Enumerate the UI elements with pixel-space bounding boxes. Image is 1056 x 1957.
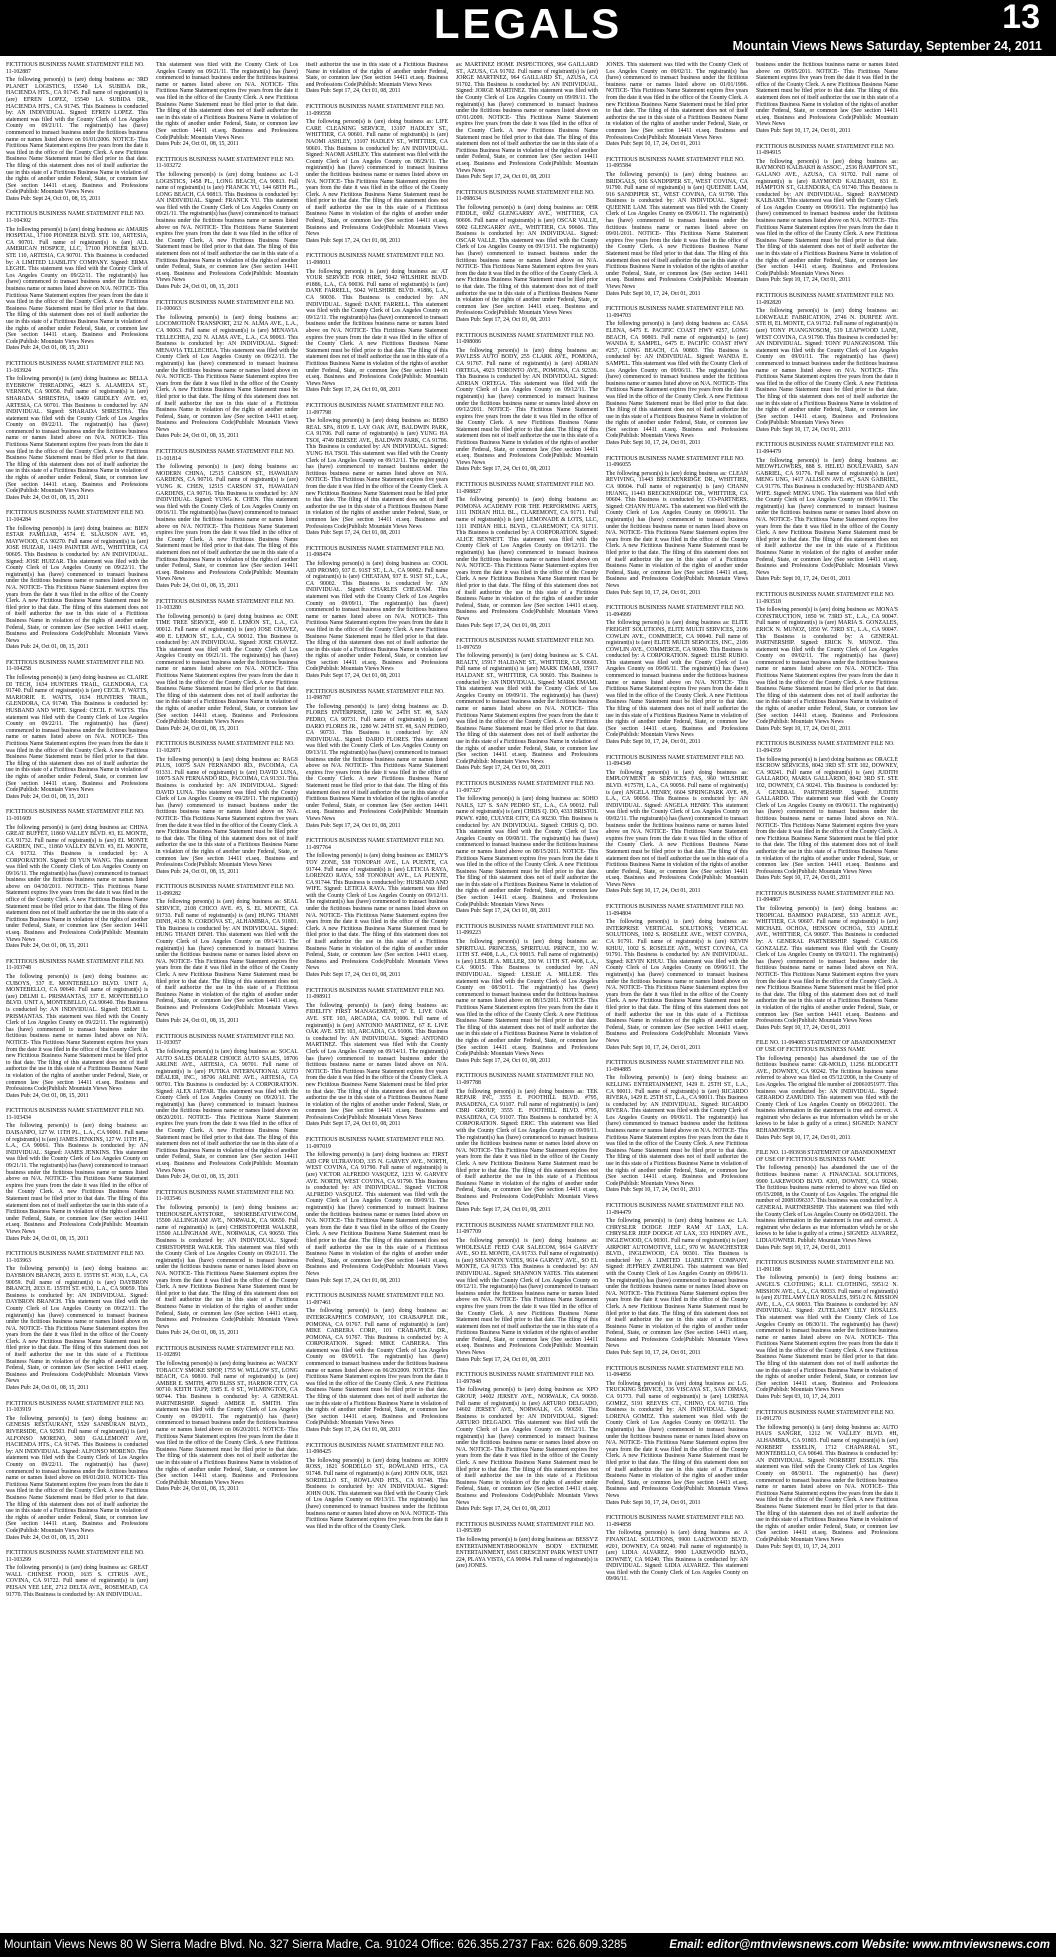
notice-title: FICTITIOUS BUSINESS NAME STATEMENT FILE NO. 11-097798 [306,402,445,416]
legal-notice [756,592,898,732]
notice-body: The following person(s) is (are) doing business as: POMONA ACADEMY FOR THE PERFORMING ARTS, 1111 INDIAN HILL BL., CLAREMONT, CA 91711. Full name of registrant(s) is (are) LEMONADE & LOTS, LLC, 1111 INDIAN HILL BLVD., CLAREMONT, CA 91711. This Business is conducted by: A CORPORATION. Signed: ALICE BENNETT. This statement was filed with the County Clerk of Los Angeles County on 09/12/11. The registrant(s) has (have) commenced to transact business under the fictitious business name or names listed above on N/A. NOTICE- This Fictitious Name Statement expires five years from the date it was filed in the office of the County Clerk. A new Fictitious Business Name Statement must be filed prior to that date. The filing of this statement does not of itself authorize the use in this state of a Fictitious Business Name in violation of the rights of another under Federal, State, or common law (See section 14411 et.seq. Business and Professions Code)Publish: Mountain Views News [456,497,598,622]
notice-body: The following person(s) is (are) doing business as: DAYBRON BRANCH, 2033 E. 155TH ST. #130, L.A., CA 90059. Full name of registrant(s) is (are) DAYBRON BRANCH, 2033 E. 155TH ST. #130, L.A., CA 90059. This Business is conducted by: AN INDIVIDUAL. Signed: DAYBRON BRANCH. This statement was filed with the County Clerk of Los Angeles County on 09/22/11. The registrant(s) has (have) commenced to transact business under the fictitious business name or names listed above on N/A. NOTICE- This Fictitious Name Statement expires five years from the date it was filed in the office of the County Clerk. A new Fictitious Business Name Statement must be filed prior to that date. The filing of this statement does not of itself authorize the use in this state of a Fictitious Business Name in violation of the rights of another under Federal, State, or common law (See section 14411 et.seq. Business and Professions Code)Publish: Mountain Views News [6,1266,148,1385]
notice-body: The following person(s) is (are) doing business as: BRIDGALS, 916 SANDPIPER ST., WEST COVINA, CA 91790. Full name of registrant(s) is (are) QUEENIE LAM, 916 SANDPIPER ST., WEST COVINA, CA 91790. This Business is conducted by: AN INDIVIDUAL. Signed: QUEENIE LAM. This statement was filed with the County Clerk of Los Angeles County on 09/06/11. The registrant(s) has (have) commenced to transact business under the fictitious business name or names listed above on 09/01/2011. NOTICE- This Fictitious Name Statement expires five years from the date it was filed in the office of the County Clerk. A new Fictitious Business Name Statement must be filed prior to that date. The filing of this statement does not of itself authorize the use in this state of a Fictitious Business Name in violation of the rights of another under Federal, State, or common law (See section 14411 et.seq. Business and Professions Code)Publish: Mountain Views News [606,171,748,290]
notice-body: The following person(s) is (are) doing business as: MONA'S CONSTRUCTION, 1850 W. 73RD ST., L.A., CA 90047. Full name of registrant(s) is (are) MARIA S. GONZALES, ERICK N. MUNOZ, 1850 W. 73RD ST., L.A., CA 90047. This Business is conducted by: A GENERAL PARTNERSHIP. Signed: ERICK N. MUNOZ. This statement was filed with the County Clerk of Los Angeles County on 09/02/11. The registrant(s) has (have) commenced to transact business under the fictitious business name or names listed above on N/A. NOTICE- This Fictitious Name Statement expires five years from the date it was filed in the office of the County Clerk. A new Fictitious Business Name Statement must be filed prior to that date. The filing of this statement does not of itself authorize the use in this state of a Fictitious Business Name in violation of the rights of another under Federal, State, or common law (See section 14411 et.seq. Business and Professions Code)Publish: Mountain Views News [756,607,898,726]
notice-pub-dates: Dates Pub: Sept 17, 24, Oct 01, 08, 2011 [456,466,551,473]
legal-notice [156,884,298,1024]
notice-pub-dates: Dates Pub: Sept 17, 24, Oct 01, 08, 2011 [306,1277,401,1284]
footer-contact: Mountain Views News 80 W Sierra Madre Blvd. No. 327 Sierra Madre, Ca. 91024 Office: 626.355.2737 Fax: 626.609.3285 [4,1939,627,1951]
notice-title: FICTITIOUS BUSINESS NAME STATEMENT FILE NO. 11-103924 [6,360,145,374]
notice-body: The following person(s) is (are) doing business as: WACKY TOBACCY SMOKE SHOP, 1755 W. WILLOW ST., LONG BEACH, CA 90810. Full name of registrant(s) is (are) AMBER E. SMITH, 4070 BLISS ST., HARBOR CITY, CA 90710. KEITH TAPP, 1585 E. 0 ST., WILMINGTON, CA 90744. This Business is conducted by: A GENERAL PARTNERSHIP. Signed: AMBER E. SMITH. This statement was filed with the County Clerk of Los Angeles County on 09/20/11. The registrant(s) has (have) commenced to transact business under the fictitious business name or names listed above on 06/20/2011. NOTICE- This Fictitious Name Statement expires five years from the date it was filed in the office of the County Clerk. A new Fictitious Business Name Statement must be filed prior to that date. The filing of this statement does not of itself authorize the use in this state of a Fictitious Business Name in violation of the rights of another under Federal, State, or common law (See section 14411 et.seq. Business and Professions Code)Publish: Mountain Views News [156,1361,298,1486]
notice-title: FICTITIOUS BUSINESS NAME STATEMENT FILE NO. 11-091188 [756,1260,895,1273]
column-3 [306,62,448,1930]
notice-title: FICTITIOUS BUSINESS NAME STATEMENT FILE NO. 11-103748 [6,958,145,972]
notice-body: This statement was filed with the County Clerk of Los Angeles County on 09/21/11. The registrant(s) has (have) commenced to transact business under the fictitious business name or names listed above on N/A. NOTICE- This Fictitious Name Statement expires five years from the date it was filed in the office of the County Clerk. A new Fictitious Business Name Statement must be filed prior to that date. The filing of this statement does not of itself authorize the use in this state of a Fictitious Business Name in violation of the rights of another under Federal, State, or common law (See section 14411 et.seq. Business and Professions Code)Publish: Mountain Views News [156,62,298,141]
notice-title: FICTITIOUS BUSINESS NAME STATEMENT FILE NO. 11-098425 [306,1442,445,1456]
legal-notice [606,755,748,895]
notice-pub-dates: Dates Pub: Sept 17, 24, Oct 01, 08, 2011 [456,908,551,915]
notice-title: FICTITIOUS BUSINESS NAME STATEMENT FILE NO. 11-097788 [456,1073,595,1086]
notice-title: FICTITIOUS BUSINESS NAME STATEMENT FILE NO. 11-097019 [306,1137,445,1150]
notice-pub-dates: Dates Pub: 24, Oct 01, 08, 15, 2011 [156,1330,239,1337]
legal-notice [156,741,298,875]
notice-title: FICTITIOUS BUSINESS NAME STATEMENT FILE NO. 11-103280 [156,598,295,612]
notice-title: FICTITIOUS BUSINESS NAME STATEMENT FILE NO. 11-094856 [606,1365,745,1379]
notice-body: The following person(s) is (are) doing business as: MEOWFLOWERS, 888 S. HELEU BOULEVARD, SAN GABRIEL, CA 91776. Full name of registrant(s) is (are) MENG UNG, 1417 ALLISON AVE. #C, SAN GABRIEL, CA 91776. This Business is conducted by: HUSBAND AND WIFE. Signed: MENG UNG. This statement was filed with the County Clerk of Los Angeles County on 09/06/11. The registrant(s) has (have) commenced to transact business under the fictitious business name or names listed above on N/A. NOTICE- This Fictitious Name Statement expires five years from the date it was filed in the office of the County Clerk. A new Fictitious Business Name Statement must be filed prior to that date. The filing of this statement does not of itself authorize the use in this state of a Fictitious Business Name in violation of the rights of another under Federal, State, or common law (See section 14411 et.seq. Business and Professions Code)Publish: Mountain Views News [756,457,898,576]
legal-notice [756,144,898,284]
footer-email-website: Email: editor@mtnviewsnews.com Website: www.mtnviewsnews.com [669,1939,1050,1951]
legal-notice [756,1040,898,1141]
column-2 [156,62,298,1930]
legal-notice [6,62,148,202]
legal-notice [306,1137,448,1284]
legal-notice [606,62,748,148]
notice-title: FICTITIOUS BUSINESS NAME STATEMENT FILE NO. 11-094858 [606,1515,745,1528]
legal-notice [606,456,748,596]
notice-title: FICTITIOUS BUSINESS NAME STATEMENT FILE NO. 11-098011 [306,253,445,267]
notice-pub-dates: Dates Pub: Sept 17, 24, Oct 01, 08, 2011 [456,174,551,181]
notice-pub-dates: Dates Pub: Sept 10, 17, 24, Oct 01, 2011 [606,290,701,297]
legal-notice [156,157,298,291]
notice-pub-dates: Dates Pub: 24, Oct 01, 08, 15, 2011 [6,1235,89,1242]
legal-notice [756,891,898,1031]
notice-pub-dates: Dates Pub: Sept 10, 17, 24, Oct 01, 2011 [756,875,851,882]
legal-notice [6,959,148,1099]
notice-title: FICTITIOUS BUSINESS NAME STATEMENT FILE NO. 11-097461 [306,1293,445,1306]
legal-notice [756,1410,898,1550]
notice-title: FICTITIOUS BUSINESS NAME STATEMENT FILE NO. 11-092820 [756,293,895,306]
legal-notice [6,660,148,800]
notice-title: FICTITIOUS BUSINESS NAME STATEMENT FILE NO. 11-094915 [756,143,895,157]
notice-body: The following person(s) is (are) doing business as: AUTO HAUS SANGRE, 1212 W. VALLEY BLVD. #H, ALHAMBRA, CA 91803. Full name of registrant(s) is (are) NORBERT ESSELIN, 1712 CHAPARRAL ST., MONTEBELLO, CA 90640. This Business is conducted by: AN INDIVIDUAL. Signed: NORBERT ESSELIN. This statement was filed with the County Clerk of Los Angeles County on 08/30/11. The registrant(s) has (have) commenced to transact business under the fictitious business name or names listed above on N/A. NOTICE- This Fictitious Name Statement expires five years from the date it was filed in the office of the County Clerk. A new Fictitious Business Name Statement must be filed prior to that date. The filing of this statement does not of itself authorize the use in this state of a Fictitious Business Name in violation of the rights of another under Federal, State, or common law (See section 14411 et.seq. Business and Professions Code)Publish: Mountain Views News [756,1424,898,1543]
column-7 [906,62,1048,1930]
notice-title: FICTITIOUS BUSINESS NAME STATEMENT FILE NO. 11-103963 [6,1251,145,1264]
notice-body: The following person(s) is (are) doing business as: INTERPRISE VERTICAL SOLUTIONS; VERTICAL SOLUTIONS, 1002 S. ROSELEE AVE., WEST COVINA, CA 91791. Full name of registrant(s) is (are) KEVIN KHUU, 1002 S. ROSELEE AVE., WEST COVINA, CA 91791. This Business is conducted by: AN INDIVIDUAL. Signed: KEVIN KHUU. This statement was filed with the County Clerk of Los Angeles County on 09/06/11. The registrant(s) has (have) commenced to transact business under the fictitious business name or names listed above on N/A. NOTICE- This Fictitious Name Statement expires five years from the date it was filed in the office of the County Clerk. A new Fictitious Business Name Statement must be filed prior to that date. The filing of this statement does not of itself authorize the use in this state of a Fictitious Business Name in violation of the rights of another under Federal, State, or common law (See section 14411 et.seq. Business and Professions Code)Publish: Mountain Views News [606,919,748,1044]
notice-title: FICTITIOUS BUSINESS NAME STATEMENT FILE NO. 11-097659 [456,638,595,651]
notice-pub-dates: Dates Pub: Sept 10, 17, 24, Oct 01, 2011 [606,141,701,148]
notice-pub-dates: Dates Pub: 24, Oct 01, 08, 15, 2011 [6,1092,89,1099]
notice-body: itself authorize the use in this state of a Fictitious Business Name in violation of the rights of another under Federal, State, or common law (See section 14411 et.seq. Business and Professions Code)Publish: Mountain Views News [306,62,448,88]
notice-body: The following person(s) is (are) doing business as: XPO GROUP, 14602 JERSEY AVE., NORWALK, CA 90650. Full name of registrant(s) is (are) ARTURO DELGADO, 14602 JERSEY AVE., NORWALK, CA 90650. This Business is conducted by: AN INDIVIDUAL. Signed: ARTURO DELGADO. This statement was filed with the County Clerk of Los Angeles County on 09/12/11. The registrant(s) has (have) commenced to transact business under the fictitious business name or names listed above on N/A. NOTICE- This Fictitious Name Statement expires five years from the date it was filed in the office of the County Clerk. A new Fictitious Business Name Statement must be filed prior to that date. The filing of this statement does not of itself authorize the use in this state of a Fictitious Business Name in violation of the rights of another under Federal, State, or common law (See section 14411 et.seq. Business and Professions Code)Publish: Mountain Views News [456,1387,598,1506]
notice-body: The following person(s) has abandoned the use of the fictitious business name: A FINANCIAL SOLUTIONS, 9900 LAKEWOOD BLVD. #201, DOWNEY, CA 90240. The fictitious business name referred to above was filed on 05/15/2008, in the County of Los Angeles. The original file number of 20081096337. This business was conducted by: A GENERAL PARTNERSHIP. This statement was filed with the County Clerk of Los Angeles County on 09/02/2011. The business information in the statement is true and correct. A registrant who declares as true information which he or she knows to be false is guilty of a crime.) SIGNED: ALVAREZ, LIDIA/OWNER. Publish: Mountain Views News [756,1165,898,1244]
legal-notice [306,689,448,829]
notice-pub-dates: Dates Pub: Sept 10, 17, 24, Oct 01, 2011 [606,888,701,895]
legal-notice [756,1150,898,1251]
notice-body: The following person(s) is (are) doing business as: FIRST AID CPR ULTRAVIOD, 335 N. GARVEY AVE., NORTH, WEST COVINA, CA 91790. Full name of registrant(s) is (are) VICTOR ALFREDO VASQUEZ, 1233 W. GARVEY AVE. NORTH, WEST COVINA, CA 91790. This Business is conducted by: AN INDIVIDUAL. Signed: VICTOR ALFREDO VASQUEZ. This statement was filed with the County Clerk of Los Angeles County on 09/09/11. The registrant(s) has (have) commenced to transact business under the fictitious business name or names listed above on N/A. NOTICE- This Fictitious Name Statement expires five years from the date it was filed in the office of the County Clerk. A new Fictitious Business Name Statement must be filed prior to that date. The filing of this statement does not of itself authorize the use in this state of a Fictitious Business Name in violation of the rights of another under Federal, State, or common law (See section 14411 et.seq. Business and Professions Code)Publish: Mountain Views News [306,1152,448,1277]
notice-pub-dates: Dates Pub: 24, Oct 01, 08, 15, 2011 [156,1486,239,1493]
notice-body: business under the fictitious business name or names listed above on 09/05/2011. NOTICE- This Fictitious Name Statement expires five years from the date it was filed in the office of the County Clerk. A new Fictitious Business Name Statement must be filed prior to that date. The filing of this statement does not of itself authorize the use in this state of a Fictitious Business Name in violation of the rights of another under Federal, State, or common law (See section 14411 et.seq. Business and Professions Code)Publish: Mountain Views News [756,62,898,128]
notice-pub-dates: Dates Pub: Sept 17, 24, Oct 01, 08, 2011 [456,1207,551,1214]
legal-notice [606,605,748,745]
notice-body: The following person(s) is (are) doing business as: THEHOUSEPLANTSTORE, SHOREBEATVIEW.COM, 15500 ALLINGHAM AVE., NORWALK, CA 90650. Full name of registrant(s) is (are) CHRISTOPHER WALKER, 15500 ALLINGHAM AVE., NORWALK, CA 90650. This Business is conducted by: AN INDIVIDUAL. Signed: CHRISTOPHER WALKER. This statement was filed with the County Clerk of Los Angeles County on 09/21/11. The registrant(s) has (have) commenced to transact business under the fictitious business name or names listed above on N/A. NOTICE- This Fictitious Name Statement expires five years from the date it was filed in the office of the County Clerk. A new Fictitious Business Name Statement must be filed prior to that date. The filing of this statement does not of itself authorize the use in this state of a Fictitious Business Name in violation of the rights of another under Federal, State, or common law (See section 14411 et.seq. Business and Professions Code)Publish: Mountain Views News [156,1205,298,1330]
page-header [0,0,1056,56]
notice-body: The following person(s) is (are) doing business as: AT YOUR SERVICE FOR HIRE, 5042 WILSHIRE BLVD. #1886, L.A., CA 90036. Full name of registrant(s) is (are) DANE FARRELL, 5042 WILSHIRE BLVD. #1886, L.A., CA 90036. This Business is conducted by: AN INDIVIDUAL. Signed: DANE FARRELL. This statement was filed with the County Clerk of Los Angeles County on 09/12/11. The registrant(s) has (have) commenced to transact business under the fictitious business name or names listed above on N/A. NOTICE- This Fictitious Name Statement expires five years from the date it was filed in the office of the County Clerk. A new Fictitious Business Name Statement must be filed prior to that date. The filing of this statement does not of itself authorize the use in this state of a Fictitious Business Name in violation of the rights of another under Federal, State, or common law (See section 14411 et.seq. Business and Professions Code)Publish: Mountain Views News [306,268,448,387]
legal-notice [456,1372,598,1512]
legal-notice [456,333,598,473]
notice-title: FICTITIOUS BUSINESS NAME STATEMENT FILE NO. 11-099282 [156,884,295,897]
notice-body: The following person(s) is (are) doing business as: L.G. TRUCKING SERVICE, 336 VISCAYA ST., SAN DIMAS, CA 91773. Full name of registrant(s) is (are) LORENA GOMEZ, 5191 REEVES CT., CHINO, CA 91710. This Business is conducted by: AN INDIVIDUAL. Signed: LORENA GOMEZ. This statement was filed with the County Clerk of Los Angeles County on 09/02/11. The registrant(s) has (have) commenced to transact business under the fictitious business name or names listed above on N/A. NOTICE- This Fictitious Name Statement expires five years from the date it was filed in the office of the County Clerk. A new Fictitious Business Name Statement must be filed prior to that date. The filing of this statement does not of itself authorize the use in this state of a Fictitious Business Name in violation of the rights of another under Federal, State, or common law (See section 14411 et.seq. Business and Professions Code)Publish: Mountain Views News [606,1380,748,1499]
notice-body: The following person(s) is (are) doing business as: GREAT WALL CHINESE FOOD, 1635 S. CITRUS AVE., COVINA, CA 91722. Full name of registrant(s) is (are) PEISAN YEE LEE, 2712 DELTA AVE., ROSEMEAD, CA 91770. This Business is conducted by: AN INDIVIDUAL. [6,1565,148,1598]
notice-pub-dates: Dates Pub: Sept 17, 24, Oct 01, 08, 2011 [306,822,401,829]
notice-body: The following person(s) is (are) doing business as: LIFE CARE CLEANING SERVICE, 13107 HADLEY ST., WHITTIER, CA 90601. Full name of registrant(s) is (are) NAOMI ASHLEY, 13107 HADLEY ST., WHITTIER, CA 90601. This Business is conducted by: AN INDIVIDUAL. Signed: NAOMI ASHLEY. This statement was filed with the County Clerk of Los Angeles County on 08/29/11. The registrant(s) has (have) commenced to transact business under the fictitious business name or names listed above on N/A. NOTICE- This Fictitious Name Statement expires five years from the date it was filed in the office of the County Clerk. A new Fictitious Business Name Statement must be filed prior to that date. The filing of this statement does not of itself authorize the use in this state of a Fictitious Business Name in violation of the rights of another under Federal, State, or common law (See section 14411 et.seq. Business and Professions Code)Publish: Mountain Views News [306,119,448,238]
notice-body: The following person(s) is (are) doing business as: JOHN ROSS, 1821 SORDELLO ST., ROWLAND HTS., CA 91748. Full name of registrant(s) is (are) JOHN OUK, 1821 SORDELLO ST., ROWLAND HTS., CA 91748. This Business is conducted by: AN INDIVIDUAL. Signed: JOHN OUK. This statement was filed with the County Clerk of Los Angeles County on 09/13/11. The registrant(s) has (have) commenced to transact business under the fictitious business name or names listed above on N/A. NOTICE- This Fictitious Name Statement expires five years from the date it was filed in the office of the County Clerk. [306,1457,448,1530]
notice-body: The following person(s) is (are) doing business as: KELLING ENTERTAINMENT, 1429 E. 25TH ST., L.A., CA 90011. Full name of registrant(s) is (are) RICARDO RIVERA, 1429 E. 25TH ST., L.A., CA 90011. This Business is conducted by: AN INDIVIDUAL. Signed: RICARDO RIVERA. This statement was filed with the County Clerk of Los Angeles County on 09/06/11. The registrant(s) has (have) commenced to transact business under the fictitious business name or names listed above on N/A. NOTICE- This Fictitious Name Statement expires five years from the date it was filed in the office of the County Clerk. A new Fictitious Business Name Statement must be filed prior to that date. The filing of this statement does not of itself authorize the use in this state of a Fictitious Business Name in violation of the rights of another under Federal, State, or common law (See section 14411 et.seq. Business and Professions Code)Publish: Mountain Views News [606,1075,748,1187]
legal-notice [456,62,598,181]
notice-pub-dates: Dates Pub: 24, Oct 01, 08, 15, 2011 [156,582,239,589]
notice-pub-dates: Dates Pub: Sept 03, 10, 17, 24, 2011 [756,1394,841,1401]
notice-pub-dates: Dates Pub: 24, Oct 01, 08, 15, 2011 [6,494,89,501]
notice-body: The following person(s) is (are) doing business as: A FINANCIAL SOLUTIONS, 9900 LAKEWOOD BLVD. #201, DOWNEY, CA 90240. Full name of registrant(s) is (are) LIDIA ALVAREZ, 9900 LAKEWOOD BLVD., DOWNEY, CA 90240. This Business is conducted by: AN INDIVIDUAL. Signed: LIDIA ALVAREZ. This statement was filed with the County Clerk of Los Angeles County on 09/06/11. [606,1530,748,1583]
legal-notice [606,904,748,1051]
notice-body: The following person(s) is (are) doing business as: 3RD PLANET LOGISTICS, 15540 LA SUBIDA DR., HACIENDA HTS., CA 91745. Full name of registrant(s) is (are) EFREN LOPEZ, 15540 LA SUBIDA DR., HACIENDA HTS., CA 91745. This Business is conducted by: AN INDIVIDUAL. Signed: EFREN LOPEZ. This statement was filed with the County Clerk of Los Angeles County on 09/21/11. The registrant(s) has (have) commenced to transact business under the fictitious business name or names listed above on 01/01/2006. NOTICE- This Fictitious Name Statement expires five years from the date it was filed in the office of the County Clerk. A new Fictitious Business Name Statement must be filed prior to that date. The filing of this statement does not of itself authorize the use in this state of a Fictitious Business Name in violation of the rights of another under Federal, State, or common law (See section 14411 et.seq. Business and Professions Code)Publish: Mountain Views News [6,77,148,196]
legal-notice [606,1203,748,1357]
legal-notice [606,1366,748,1506]
legal-notice [456,638,598,772]
notice-body: The following person(s) is (are) doing business as: L-3 LOGISTICS, 1458 PL., LONG BEACH, CA 90813. Full name of registrant(s) is (are) FRANCK YU, 144 68TH PL., LONG BEACH, CA 90813. This Business is conducted by: AN INDIVIDUAL. Signed: FRANCK YU. This statement was filed with the County Clerk of Los Angeles County on 09/21/11. The registrant(s) has (have) commenced to transact business under the fictitious business name or names listed above on N/A. NOTICE- This Fictitious Name Statement expires five years from the date it was filed in the office of the County Clerk. A new Fictitious Business Name Statement must be filed prior to that date. The filing of this statement does not of itself authorize the use in this state of a Fictitious Business Name in violation of the rights of another under Federal, State, or common law (See section 14411 et.seq. Business and Professions Code)Publish: Mountain Views News [156,171,298,284]
legal-notice [756,62,898,135]
legal-notice [156,1190,298,1337]
notice-body: The following person(s) is (are) doing business as: GENESIS RESTAURANT, 5529 SANBURAN BLVD., RIVERSIDE, CA 92503. Full name of registrant(s) is (are) ALFONSO MORENO, 3003 GALLEMONT AVE, HACIENDA HTS., CA 91745. This Business is conducted by: AN INDIVIDUAL. Signed: ALFONSO MORENO. This statement was filed with the County Clerk of Los Angeles County on 09/22/11. The registrant(s) has (have) commenced to transact business under the fictitious business name or names listed above on 09/01/2010. NOTICE- This Fictitious Name Statement expires five years from the date it was filed in the office of the County Clerk. A new Fictitious Business Name Statement must be filed prior to that date. The filing of this statement does not of itself authorize the use in this state of a Fictitious Business Name in violation of the rights of another under Federal, State, or common law (See section 14411 et.seq. Business and Professions Code)Publish: Mountain Views News [6,1415,148,1534]
notice-body: The following person(s) is (are) doing business as: BEBO REAL SPA, 8109 E. LAY OAK AVE, BALDWIN PARK, CA 91706. Full name of registrant(s) is (are) YUNG HA TSOI, 4749 BRESEE AVE., BALDWIN PARK, CA 91706. This Business is conducted by: AN INDIVIDUAL. Signed: YUNG HA TSOI. This statement was filed with the County Clerk of Los Angeles County on 09/12/11. The registrant(s) has (have) commenced to transact business under the fictitious business name or names listed above on N/A. NOTICE- This Fictitious Name Statement expires five years from the date it was filed in the office of the County Clerk. A new Fictitious Business Name Statement must be filed prior to that date. The filing of this statement does not of itself authorize the use in this state of a Fictitious Business Name in violation of the rights of another under Federal, State, or common law (See section 14411 et.seq. Business and Professions Code)Publish: Mountain Views News [306,418,448,530]
notice-pub-dates: Dates Pub: Sept 17, 24, Oct 01, 08, 2011 [456,1506,551,1513]
notice-body: The following person(s) has abandoned the use of the fictitious business name: GR-MOLD, 11256 BLODGETT AVE., DOWNEY, CA 90242. The fictitious business name referred to above was filed on 05/12/2006, in the County of Los Angeles. The original file number of 20061051977. This business was conducted by: AN INDIVIDUAL. Signed: GERARDO ZAMUDIO. This statement was filed with the County Clerk of Los Angeles County on 09/02/2011. The business information in the statement is true and correct. A registrant who declares as true information which he or she knows to be false is guilty of a crime.) SIGNED: NANCY REHAMOWER. [756,1055,898,1135]
notice-title: FICTITIOUS BUSINESS NAME STATEMENT FILE NO. 11-098787 [306,688,445,702]
notice-pub-dates: Dates Pub: Sept 17, 24, Oct 01, 08, 2011 [456,1057,551,1064]
notice-body: The following person(s) is (are) doing business as: BELLA EYEBROW THREADING, 4823 S. ALAMEDA ST., VERNON, CA 90058. Full name of registrant(s) is (are) SHARADA SHRESTHA, 18409 GRIDLEY AVE. #3, ARTESIA, CA 90701. This Business is conducted by: AN INDIVIDUAL. Signed: SHARADA SHRESTHA. This statement was filed with the County Clerk of Los Angeles County on 09/22/11. The registrant(s) has (have) commenced to transact business under the fictitious business name or names listed above on N/A. NOTICE- This Fictitious Name Statement expires five years from the date it was filed in the office of the County Clerk. A new Fictitious Business Name Statement must be filed prior to that date. The filing of this statement does not of itself authorize the use in this state of a Fictitious Business Name in violation of the rights of another under Federal, State, or common law (See section 14411 et.seq. Business and Professions Code)Publish: Mountain Views News [6,376,148,495]
notice-pub-dates: Dates Pub: Sept 24, Oct 01, 08, 15, 2011 [6,195,101,202]
notice-pub-dates: Dates Pub: Sept 17, 24, Oct 01, 08, 2011 [306,237,401,244]
notice-body: The following person(s) is (are) doing business as: ORACLE ESCROW SERVICES, 8042 3RD ST. STE 102, DOWNEY, CA 90241. Full name of registrant(s) is (are) JUDITH GALLARDO, MARIA GALLARDO, 8042 3RD ST. STE 102, DOWNEY, CA 90241. This Business is conducted by: A GENERAL PARTNERSHIP. Signed: JUDITH GALLARDO. This statement was filed with the County Clerk of Los Angeles County on 09/06/11. The registrant(s) has (have) commenced to transact business under the fictitious business name or names listed above on N/A. NOTICE- This Fictitious Name Statement expires five years from the date it was filed in the office of the County Clerk. A new Fictitious Business Name Statement must be filed prior to that date. The filing of this statement does not of itself authorize the use in this state of a Fictitious Business Name in violation of the rights of another under Federal, State, or common law (See section 14411 et.seq. Business and Professions Code)Publish: Mountain Views News [756,756,898,875]
legal-notice [6,1401,148,1541]
legal-notice [156,1034,298,1181]
notice-pub-dates: Dates Pub: Sept 10, 17, 24, Oct 01, 2011 [606,1350,701,1357]
page-footer [0,1933,1056,1957]
legal-notice [306,62,448,95]
notice-pub-dates: Dates Pub: Sept 10, 17, 24, Oct 01, 2011 [606,1044,701,1051]
column-6 [756,62,898,1930]
notice-pub-dates: Dates Pub: Sept 10, 17, 24, Oct 01, 2011 [606,739,701,745]
notice-title: FICTITIOUS BUSINESS NAME STATEMENT FILE NO. 11-098911 [306,987,445,1001]
notice-pub-dates: Dates Pub: Sept 17, 24, Oct 01, 08, 2011 [306,1427,401,1433]
notice-title: FICTITIOUS BUSINESS NAME STATEMENT FILE NO. 11-102887 [6,62,145,75]
notice-title: FICTITIOUS BUSINESS NAME STATEMENT FILE NO. 11-102871 [156,741,295,754]
notice-body: The following person(s) is (are) doing business as: EMPLOYMENT & SERVICES FAS, 960 WILSHIRE BLVD. #1757H, L.A., CA 90056. Full name of registrant(s) is (are) ANGELA HENRY, 6604 SPRINGPARK AVE. #8, L.A., CA 90056. This Business is conducted by: AN INDIVIDUAL. Signed: ANGELA HENRY. This statement was filed with the County Clerk of Los Angeles County on 09/02/11. The registrant(s) has (have) commenced to transact business under the fictitious business name or names listed above on N/A. NOTICE- This Fictitious Name Statement expires five years from the date it was filed in the office of the County Clerk. A new Fictitious Business Name Statement must be filed prior to that date. The filing of this statement does not of itself authorize the use in this state of a Fictitious Business Name in violation of the rights of another under Federal, State, or common law (See section 14411 et.seq. Business and Professions Code)Publish: Mountain Views News [606,769,748,888]
notice-title: FILE NO. 11-093938 STATEMENT OF ABANDONMENT OF USE OF FICTITIOUS BUSINESS NAME [756,1150,896,1163]
legal-notice [6,1251,148,1391]
notice-pub-dates: Dates Pub: Sept 17, 24, Oct 01, 08, 2011 [306,1121,401,1128]
notice-body: The following person(s) is (are) doing business as: RAYMOND KALBAKH & ASSOC., 2536 HAMPTON ST., GALANO AVE., AZUSA, CA 91702. Full name of registrant(s) is (are) RAYMOND KALBAKH, 831 E. HAMPTON ST., GLENDORA, CA 91740. This Business is conducted by: AN INDIVIDUAL. Signed: RAYMOND KALBAKH. This statement was filed with the County Clerk of Los Angeles County on 09/06/11. The registrant(s) has (have) commenced to transact business under the fictitious business name or names listed above on N/A. NOTICE- This Fictitious Name Statement expires five years from the date it was filed in the office of the County Clerk. A new Fictitious Business Name Statement must be filed prior to that date. The filing of this statement does not of itself authorize the use in this state of a Fictitious Business Name in violation of the rights of another under Federal, State, or common law (See section 14411 et.seq. Business and Professions Code)Publish: Mountain Views News [756,158,898,277]
notice-body: The following person(s) is (are) doing business as: S. CAL REALTY, 15917 HALDANE ST., WHITTIER, CA 90603. Full name of registrant(s) is (are) MARK EMAMI, 15917 HALDANE ST., WHITTIER, CA 90603. This Business is conducted by: AN INDIVIDUAL. Signed: MARK EMAMI. This statement was filed with the County Clerk of Los Angeles County on 09/09/11. The registrant(s) has (have) commenced to transact business under the fictitious business name or names listed above on N/A. NOTICE- This Fictitious Name Statement expires five years from the date it was filed in the office of the County Clerk. A new Fictitious Business Name Statement must be filed prior to that date. The filing of this statement does not of itself authorize the use in this state of a Fictitious Business Name in violation of the rights of another under Federal, State, or common law (See section 14411 et.seq. Business and Professions Code)Publish: Mountain Views News [456,653,598,765]
legal-notice [756,442,898,582]
notice-pub-dates: Dates Pub: 24, Oct 01, 08, 15, 2011 [156,1018,239,1025]
notice-pub-dates: Dates Pub: Sept 10, 17, 24, Oct 01, 2011 [756,1134,851,1141]
legal-notice [306,838,448,978]
notice-pub-dates: Dates Pub: Sept 10, 17, 24, Oct 01, 2011 [606,440,701,447]
notice-pub-dates: Dates Pub: 24, Oct 01, 08, 15, 2011 [6,793,89,800]
notice-pub-dates: Dates Pub: Sept 10, 17, 24, Oct 01, 2011 [756,725,851,732]
legal-notice [6,1550,148,1598]
notice-title: FICTITIOUS BUSINESS NAME STATEMENT FILE NO. 11-104302 [6,211,145,225]
notice-body: The following person(s) is (are) doing business as: SEAL SERVICE, 2108 CHICO AVE. #3, S. EL MONTE, CA 91733. Full name of registrant(s) is (are) HUNG THANH DINH, 4138 N. CORDOVA ST., ALHAMBRA, CA 91801. This Business is conducted by: AN INDIVIDUAL. Signed: HUNG THANH DINH. This statement was filed with the County Clerk of Los Angeles County on 09/14/11. The registrant(s) has (have) commenced to transact business under the fictitious business name or names listed above on N/A. NOTICE- This Fictitious Name Statement expires five years from the date it was filed in the office of the County Clerk. A new Fictitious Business Name Statement must be filed prior to that date. The filing of this statement does not of itself authorize the use in this state of a Fictitious Business Name in violation of the rights of another under Federal, State, or common law (See section 14411 et.seq. Business and Professions Code)Publish: Mountain Views News [156,899,298,1018]
notice-title: FICTITIOUS BUSINESS NAME STATEMENT FILE NO. 11-102891 [156,1345,295,1359]
notice-title: FICTITIOUS BUSINESS NAME STATEMENT FILE NO. 11-098474 [306,545,445,559]
legal-notice [306,253,448,393]
notice-body: The following person(s) is (are) doing business as: CHINA GREAT BUFFET, 11860 VALLEY BLVD. #3, EL MONTE, CA 91732. Full name of registrant(s) is (are) EL MONTE GARDEN, INC., 11860 VALLEY BLVD. #3, EL MONTE, CA 91732. This Business is conducted by: A CORPORATION. Signed: DI YUN WANG. This statement was filed with the County Clerk of Los Angeles County on 09/16/11. The registrant(s) has (have) commenced to transact business under the fictitious business name or names listed above on 04/30/2011. NOTICE- This Fictitious Name Statement expires five years from the date it was filed in the office of the County Clerk. A new Fictitious Business Name Statement must be filed prior to that date. The filing of this statement does not of itself authorize the use in this state of a Fictitious Business Name in violation of the rights of another under Federal, State, or common law (See section 14411 et.seq. Business and Professions Code)Publish: Mountain Views News [6,824,148,943]
publication-date-line: Mountain Views News Saturday, September 24, 2011 [732,39,1042,53]
notice-pub-dates: Dates Pub: 24, Oct 01, 08, 15, 2011 [6,1534,89,1541]
notice-title: FICTITIOUS BUSINESS NAME STATEMENT FILE NO. 11-094703 [606,306,745,319]
notice-title: FICTITIOUS BUSINESS NAME STATEMENT FILE NO. 11-094804 [606,904,745,917]
notice-pub-dates: Dates Pub: Sept 10, 17, 24, Oct 01, 2011 [756,1244,851,1251]
notice-pub-dates: Dates Pub: Sept 03, 10, 17, 24, 2011 [756,1543,841,1550]
notice-body: The following person(s) is (are) doing business as: SOCAL AUTO SALES DEALER CHOICE AUTO SALES, 18706 ARLINE AVE., ARTESIA, CA 90701. Full name of registrant(s) is (are) PUTIKA INTERNATIONAL AUTO DEALER, INC., 18706 ARLINE AVE., ARTESIA, CA 90701. This Business is conducted by: A CORPORATION. Signed: ALEX JAFFAR. This statement was filed with the County Clerk of Los Angeles County on 09/20/11. The registrant(s) has (have) commenced to transact business under the fictitious business name or names listed above on 08/20/2011. NOTICE- This Fictitious Name Statement expires five years from the date it was filed in the office of the County Clerk. A new Fictitious Business Name Statement must be filed prior to that date. The filing of this statement does not of itself authorize the use in this state of a Fictitious Business Name in violation of the rights of another under Federal, State, or common law (See section 14411 et.seq. Business and Professions Code)Publish: Mountain Views News [156,1048,298,1174]
legal-notice [456,924,598,1064]
legal-notice [306,104,448,244]
legal-notice [156,449,298,589]
notice-title: FICTITIOUS BUSINESS NAME STATEMENT FILE NO. 11-094479 [756,442,895,456]
notice-pub-dates: Dates Pub: Sept 10, 17, 24, Oct 01, 2011 [756,1024,851,1031]
notice-title: FICTITIOUS BUSINESS NAME STATEMENT FILE NO. 11-099223 [456,923,595,937]
notice-pub-dates: Dates Pub: Sept 17, 24, Oct 01, 08, 2011 [306,673,401,680]
notice-body: The following person(s) is (are) doing business as: L.A. CHRYSLER DODGE JEEP RAM AT LAX, L.A. CHRYSLER JEEP DODGE AT LAX, 333 HINDRY AVE., INGLEWOOD, CA 90301. Full name of registrant(s) is (are) AIRPORT AUTOMOTIVE, LLC, 970 W. MANCHESTER BLVD., INGLEWOOD, CA 90301. This Business is conducted by: A LIMITED LIABILITY COMPANY. Signed: JEFFREY ZWERLING. This statement was filed with the County Clerk of Los Angeles County on 09/06/11. The registrant(s) has (have) commenced to transact business under the fictitious business name or names listed above on N/A. NOTICE- This Fictitious Name Statement expires five years from the date it was filed in the office of the County Clerk. A new Fictitious Business Name Statement must be filed prior to that date. The filing of this statement does not of itself authorize the use in this state of a Fictitious Business Name in violation of the rights of another under Federal, State, or common law (See section 14411 et.seq. Business and Professions Code)Publish: Mountain Views News [606,1218,748,1350]
notice-body: The following person(s) is (are) doing business as: SOHO NAILS, 127 S. SAN PEDRO ST., L.A., CA 90012. Full name of registrant(s) is (are) CHRIS Q. DO, 4333 BRISTOL PKWY. #280, CULVER CITY, CA 90230. This Business is conducted by: AN INDIVIDUAL. Signed: CHRIS Q. DO. This statement was filed with the County Clerk of Los Angeles County on 09/08/11. The registrant(s) has (have) commenced to transact business under the fictitious business name or names listed above on 08/15/2011. NOTICE- This Fictitious Name Statement expires five years from the date it was filed in the office of the County Clerk. A new Fictitious Business Name Statement must be filed prior to that date. The filing of this statement does not of itself authorize the use in this state of a Fictitious Business Name in violation of the rights of another under Federal, State, or common law (See section 14411 et.seq. Business and Professions Code)Publish: Mountain Views News [456,796,598,908]
notice-body: The following person(s) is (are) doing business as: LOCOMOTION TRANSPORT, 232 N. ALMA AVE., L.A., CA 90063. Full name of registrant(s) is (are) MENAVIA TELLECHEA, 232 N. ALMA AVE., L.A., CA 90063. This Business is conducted by: AN INDIVIDUAL. Signed: MENAVIA TELLECHEA. This statement was filed with the County Clerk of Los Angeles County on 09/22/11. The registrant(s) has (have) commenced to transact business under the fictitious business name or names listed above on N/A. NOTICE- This Fictitious Name Statement expires five years from the date it was filed in the office of the County Clerk. A new Fictitious Business Name Statement must be filed prior to that date. The filing of this statement does not of itself authorize the use in this state of a Fictitious Business Name in violation of the rights of another under Federal, State, or common law (See section 14411 et.seq. Business and Professions Code)Publish: Mountain Views News [156,314,298,433]
legal-notice [6,361,148,501]
notice-body: The following person(s) is (are) doing business as: CUBOYS, 337 E. MONTEBELLO BLVD. UNIT A, MONTEBELLO, CA 90640. Full name of registrant(s) is (are) DELMI L. PRISMANTAS, 337 E. MONTEBELLO BLVD. UNIT A, MONTEBELLO, CA 90640. This Business is conducted by: AN INDIVIDUAL. Signed: DELMI L. PRISMANTAS. This statement was filed with the County Clerk of Los Angeles County on 09/22/11. The registrant(s) has (have) commenced to transact business under the fictitious business name or names listed above on N/A. NOTICE- This Fictitious Name Statement expires five years from the date it was filed in the office of the County Clerk. A new Fictitious Business Name Statement must be filed prior to that date. The filing of this statement does not of itself authorize the use in this state of a Fictitious Business Name in violation of the rights of another under Federal, State, or common law (See section 14411 et.seq. Business and Professions Code)Publish: Mountain Views News [6,974,148,1093]
legal-notice [6,1108,148,1242]
notice-title: FICTITIOUS BUSINESS NAME STATEMENT FILE NO. 11-098634 [456,189,595,203]
notice-title: FICTITIOUS BUSINESS NAME STATEMENT FILE NO. 11-103057 [156,1033,295,1047]
notice-body: The following person(s) is (are) doing business as: LOKWEALE FABRICATION, 2746 N. DURFEE AVE. STE H, EL MONTE, CA 91732. Full name of registrant(s) is (are) TONY PUANGNOSOM, 519 LEAFWOOD LANE, WEST COVINA, CA 91790. This Business is conducted by: AN INDIVIDUAL. Signed: TONY PUANGNOSOM. This statement was filed with the County Clerk of Los Angeles County on 09/01/11. The registrant(s) has (have) commenced to transact business under the fictitious business name or names listed above on N/A. NOTICE- This Fictitious Name Statement expires five years from the date it was filed in the office of the County Clerk. A new Fictitious Business Name Statement must be filed prior to that date. The filing of this statement does not of itself authorize the use in this state of a Fictitious Business Name in violation of the rights of another under Federal, State, or common law (See section 14411 et.seq. Business and Professions Code)Publish: Mountain Views News [756,308,898,427]
notice-title: FICTITIOUS BUSINESS NAME STATEMENT FILE NO. 11-099558 [306,103,445,117]
legal-notice [756,1260,898,1400]
notice-title: FICTITIOUS BUSINESS NAME STATEMENT FILE NO. 11-098827 [456,482,595,495]
legal-notice [306,1293,448,1433]
notice-pub-dates: Dates Pub: Sept 17, 24, Oct 01, 08, 2011 [456,316,551,323]
notice-pub-dates: Dates Pub: Sept 17, 24, Oct 01, 08, 2011 [306,972,401,978]
notice-pub-dates: Dates Pub: Sept 17, 24, Oct 01, 08, 2011 [456,1356,551,1363]
notice-body: The following person(s) is (are) doing business as: WHOLESALE FEED CAR SALECOM, 9614 GARVEY AVE., SO EL MONTE, CA 91733. Full name of registrant(s) is (are) SHANNON YATES, 9614 GARVEY AVE., SO EL MONTE, CA 91733. This Business is conducted by: AN INDIVIDUAL. Signed: SHANNON YATES. This statement was filed with the County Clerk of Los Angeles County on 09/12/11. The registrant(s) has (have) commenced to transact business under the fictitious business name or names listed above on N/A. NOTICE- This Fictitious Name Statement expires five years from the date it was filed in the office of the County Clerk. A new Fictitious Business Name Statement must be filed prior to that date. The filing of this statement does not of itself authorize the use in this state of a Fictitious Business Name in violation of the rights of another under Federal, State, or common law (See section 14411 et.seq. Business and Professions Code)Publish: Mountain Views News [456,1237,598,1357]
notice-body: The following person(s) is (are) doing business as: COOL AID PROMO, 937 E. 91ST ST., L.A., CA 90002. Full name of registrant(s) is (are) CHEATAM, 937 E. 91ST ST., L.A., CA 90002. This Business is conducted by: AN INDIVIDUAL. Signed: CHARLES CHEATAM. This statement was filed with the County Clerk of Los Angeles County on 09/09/11. The registrant(s) has (have) commenced to transact business under the fictitious business name or names listed above on N/A. NOTICE- This Fictitious Name Statement expires five years from the date it was filed in the office of the County Clerk. A new Fictitious Business Name Statement must be filed prior to that date. The filing of this statement does not of itself authorize the use in this state of a Fictitious Business Name in violation of the rights of another under Federal, State, or common law (See section 14411 et.seq. Business and Professions Code)Publish: Mountain Views News [306,560,448,673]
notice-body: The following person(s) is (are) doing business as: FIDELITY FIRST MANAGEMENT, 67 E. LIVE OAK AVE. STE 103, ARCADIA, CA 91006. Full name of registrant(s) is (are) ANTONIO MARTINEZ, 67 E. LIVE OAK AVE. STE 103, ARCADIA, CA 91006. This Business is conducted by: AN INDIVIDUAL. Signed: ANTONIO MARTINEZ. This statement was filed with the County Clerk of Los Angeles County on 09/14/11. The registrant(s) has (have) commenced to transact business under the fictitious business name or names listed above on N/A. NOTICE- This Fictitious Name Statement expires five years from the date it was filed in the office of the County Clerk. A new Fictitious Business Name Statement must be filed prior to that date. The filing of this statement does not of itself authorize the use in this state of a Fictitious Business Name in violation of the rights of another under Federal, State, or common law (See section 14411 et.seq. Business and Professions Code)Publish: Mountain Views News [306,1002,448,1121]
notice-title: FICTITIOUS BUSINESS NAME STATEMENT FILE NO. 11-103919 [6,1400,145,1414]
legal-notice [606,1060,748,1194]
notice-body: The following person(s) is (are) doing business as: ANGEL'S CLOTHING; R.L.I. CLOTHING, 5951/2 N. MISSION AVE., L.A., CA 90033. Full name of registrant(s) is (are) ZUTELAMY LILY ROSALES, 5951/2 N. MISSION AVE., L.A., CA 90033. This Business is conducted by: AN INDIVIDUAL. Signed: ZUTELAMY LILY ROSALES. This statement was filed with the County Clerk of Los Angeles County on 08/30/11. The registrant(s) has (have) commenced to transact business under the fictitious business name or names listed above on N/A. NOTICE- This Fictitious Name Statement expires five years from the date it was filed in the office of the County Clerk. A new Fictitious Business Name Statement must be filed prior to that date. The filing of this statement does not of itself authorize the use in this state of a Fictitious Business Name in violation of the rights of another under Federal, State, or common law (See section 14411 et.seq. Business and Professions Code)Publish: Mountain Views News [756,1275,898,1394]
legal-notice [606,306,748,446]
notice-title: FICTITIOUS BUSINESS NAME STATEMENT FILE NO. 11-094479 [606,1203,745,1216]
notice-body: The following person(s) is (are) doing business as: TEK REPAIR INC, 3555 E. FOOTHILL BLVD. #795, PASADENA, CA 91107. Full name of registrant(s) is (are) CBRI GROUP, 3555 E. FOOTHILL BLVD. #795, PASADENA, CA 91107. This Business is conducted by: A CORPORATION. Signed: ERIC. This statement was filed with the County Clerk of Los Angeles County on 09/09/11. The registrant(s) has (have) commenced to transact business under the fictitious business name or names listed above on N/A. NOTICE- This Fictitious Name Statement expires five years from the date it was filed in the office of the County Clerk. A new Fictitious Business Name Statement must be filed prior to that date. The filing of this statement does not of itself authorize the use in this state of a Fictitious Business Name in violation of the rights of another under Federal, State, or common law (See section 14411 et.seq. Business and Professions Code)Publish: Mountain Views News [456,1088,598,1207]
notice-title: FICTITIOUS BUSINESS NAME STATEMENT FILE NO. 11-104258 [6,659,145,673]
notice-pub-dates: Dates Pub: 24, Oct 01, 08, 15, 2011 [156,141,239,148]
notice-title: FILE NO. 11-094083 STATEMENT OF ABANDONMENT OF USE OF FICTITIOUS BUSINESS NAME [756,1040,896,1053]
legal-notice [606,157,748,297]
notice-pub-dates: Dates Pub: Sept 10, 17, 24, Oct 01, 2011 [756,127,851,134]
notice-pub-dates: Dates Pub: Sept 17, 24, Oct 01, 08, 2011 [456,622,551,629]
notice-body: The following person(s) is (are) doing business as: MODERN CHINA, 12515 CARSON ST., HAWAIIAN GARDENS, CA 90716. Full name of registrant(s) is (are) YUNG K. CHEN, 12515 CARSON ST., HAWAIIAN GARDENS, CA 90716. This Business is conducted by: AN INDIVIDUAL. Signed: YUNG K. CHEN. This statement was filed with the County Clerk of Los Angeles County on 09/16/11. The registrant(s) has (have) commenced to transact business under the fictitious business name or names listed above on N/A. NOTICE- This Fictitious Name Statement expires five years from the date it was filed in the office of the County Clerk. A new Fictitious Business Name Statement must be filed prior to that date. The filing of this statement does not of itself authorize the use in this state of a Fictitious Business Name in violation of the rights of another under Federal, State, or common law (See section 14411 et.seq. Business and Professions Code)Publish: Mountain Views News [156,464,298,583]
legal-notice [456,1522,598,1570]
notice-title: FICTITIOUS BUSINESS NAME STATEMENT FILE NO. 11-091270 [756,1409,895,1423]
notice-body: The following person(s) is (are) doing business as: TROPICAL BAMBOO PARADISE, 533 ADELE AVE., WHITTIER, CA 90607. Full name of registrant(s) is (are) MICHAEL OCHOA, HENSON OCHOA, 533 ADELE AVE., WHITTIER, CA 90607. This Business is conducted by: A GENERAL PARTNERSHIP. Signed: CARLOS GONZALEZ. This statement was filed with the County Clerk of Los Angeles County on 09/02/11. The registrant(s) has (have) commenced to transact business under the fictitious business name or names listed above on N/A. NOTICE- This Fictitious Name Statement expires five years from the date it was filed in the office of the County Clerk. A new Fictitious Business Name Statement must be filed prior to that date. The filing of this statement does not of itself authorize the use in this state of a Fictitious Business Name in violation of the rights of another under Federal, State, or common law (See section 14411 et.seq. Business and Professions Code)Publish: Mountain Views News [756,906,898,1025]
notice-title: FICTITIOUS BUSINESS NAME STATEMENT FILE NO. 11-097327 [456,780,595,794]
notice-pub-dates: Dates Pub: Sept 17, 24, Oct 01, 08, 2011 [306,88,401,95]
notice-pub-dates: Dates Pub: Sept 10, 17, 24, Oct 01, 2011 [606,1187,701,1194]
notice-body: as: MARTINEZ HOME INSPECTIONS, 964 GAILLARD ST., AZUSA, CA 91702. Full name of registrant(s) is (are) JORGE MARTINEZ, 964 GAILLARD ST., AZUSA, CA 91702. This Business is conducted by: AN INDIVIDUAL. Signed: JORGE MARTINEZ. This statement was filed with the County Clerk of Los Angeles County on 09/09/11. The registrant(s) has (have) commenced to transact business under the fictitious business name or names listed above on 07/01/2009. NOTICE- This Fictitious Name Statement expires five years from the date it was filed in the office of the County Clerk. A new Fictitious Business Name Statement must be filed prior to that date. The filing of this statement does not of itself authorize the use in this state of a Fictitious Business Name in violation of the rights of another under Federal, State, or common law (See section 14411 et.seq. Business and Professions Code)Publish: Mountain Views News [456,62,598,174]
legal-notice [156,599,298,733]
legal-notice [456,1073,598,1213]
notice-pub-dates: Dates Pub: Sept 10, 17, 24, Oct 01, 2011 [756,426,851,433]
legal-notice [6,809,148,949]
notice-pub-dates: Dates Pub: 24, Oct 01, 08, 15, 2011 [6,644,89,651]
notice-title: FICTITIOUS BUSINESS NAME STATEMENT FILE NO. 11-096055 [606,455,745,469]
legal-notice [306,546,448,680]
notice-title: FICTITIOUS BUSINESS NAME STATEMENT FILE NO. 11-101814 [156,449,295,462]
notice-title: FICTITIOUS BUSINESS NAME STATEMENT FILE NO. 11-094359 [756,741,895,754]
notice-body: The following person(s) is (are) doing business as: BIEN ESTAR FAMILIAR, 4574 E. SLAUSON AVE. #5, MAYWOOD, CA 90270. Full name of registrant(s) is (are) JOSE HUIZAR, 11419 PAINTER AVE., WHITTIER, CA 90605. This Business is conducted by: AN INDIVIDUAL. Signed: JOSE HUIZAR. This statement was filed with the County Clerk of Los Angeles County on 09/22/11. The registrant(s) has (have) commenced to transact business under the fictitious business name or names listed above on N/A. NOTICE- This Fictitious Name Statement expires five years from the date it was filed in the office of the County Clerk. A new Fictitious Business Name Statement must be filed prior to that date. The filing of this statement does not of itself authorize the use in this state of a Fictitious Business Name in violation of the rights of another under Federal, State, or common law (See section 14411 et.seq. Business and Professions Code)Publish: Mountain Views News [6,525,148,644]
notice-pub-dates: Dates Pub: 24, Oct 01, 08, 15, 2011 [156,433,239,440]
notice-pub-dates: Dates Pub: 24, Oct 01, 08, 15, 2011 [156,725,239,732]
notice-pub-dates: Dates Pub: 24, Oct 01, 08, 15, 2011 [6,345,89,352]
notice-body: The following person(s) is (are) doing business as: SPIRITUAL PRINCESS, SPIRITUAL PRINCE, 330 W. 11TH ST. #408, L.A., CA 90015. Full name of registrant(s) is (are) LESLIE A. MILLER, 330 W. 11TH ST. #408, L.A., CA 90015. This Business is conducted by: AN INDIVIDUAL. Signed: LESLIE A. MILLER. This statement was filed with the County Clerk of Los Angeles County on 08/30/11. The registrant(s) has (have) commenced to transact business under the fictitious business name or names listed above on 08/15/2011. NOTICE- This Fictitious Name Statement expires five years from the date it was filed in the office of the County Clerk. A new Fictitious Business Name Statement must be filed prior to that date. The filing of this statement does not of itself authorize the use in this state of a Fictitious Business Name in violation of the rights of another under Federal, State, or common law (See section 14411 et.seq. Business and Professions Code)Publish: Mountain Views News [456,939,598,1058]
notice-body: The following person(s) is (are) doing business as: DAISANPO, 127 W. 11TH PL., L.A., CA 90061. Full name of registrant(s) is (are) JAMES JENKINS, 127 W. 11TH PL., L.A., CA 90061. This Business is conducted by: AN INDIVIDUAL. Signed: JAMES JENKINS. This statement was filed with the County Clerk of Los Angeles County on 09/21/11. The registrant(s) has (have) commenced to transact business under the fictitious business name or names listed above on N/A. NOTICE- This Fictitious Name Statement expires five years from the date it was filed in the office of the County Clerk. A new Fictitious Business Name Statement must be filed prior to that date. The filing of this statement does not of itself authorize the use in this state of a Fictitious Business Name in violation of the rights of another under Federal, State, or common law (See section 14411 et.seq. Business and Professions Code)Publish: Mountain Views News [6,1123,148,1235]
notice-pub-dates: Dates Pub: 24, Oct 01, 08, 15, 2011 [156,868,239,875]
notice-body: The following person(s) is (are) doing business as: BESSY'Z ENTERTAINMENT/BROOKLYN BODY EXTREME ENTERTAINMENT, 6565 CRESCENT PARK WEST UNIT 224, PLAYA VISTA, CA 90094. Full name of registrant(s) is (are) JONES. [456,1536,598,1570]
legal-notice [606,1515,748,1583]
legal-notice [456,1223,598,1363]
legal-notice [456,190,598,324]
legal-notice [156,1346,298,1493]
page-number: 13 [1002,0,1040,36]
notice-title: FICTITIOUS BUSINESS NAME STATEMENT FILE NO. 11-094867 [756,890,895,904]
notice-body: The following person(s) is (are) doing business as: CLAIRE DI TECH, 1634 HUNTERS TRAIL, GLENDORA, CA 91740. Full name of registrant(s) is (are) CECIL F. WATTS, MARJORIE E. WATTS, 1634 HUNTERS TRAIL, GLENDORA, CA 91740. This Business is conducted by: HUSBAND AND WIFE. Signed: CECIL F. WATTS. This statement was filed with the County Clerk of Los Angeles County on 09/22/11. The registrant(s) has (have) commenced to transact business under the fictitious business name or names listed above on N/A. NOTICE- This Fictitious Name Statement expires five years from the date it was filed in the office of the County Clerk. A new Fictitious Business Name Statement must be filed prior to that date. The filing of this statement does not of itself authorize the use in this state of a Fictitious Business Name in violation of the rights of another under Federal, State, or common law (See section 14411 et.seq. Business and Professions Code)Publish: Mountain Views News [6,675,148,794]
notice-title: FICTITIOUS BUSINESS NAME STATEMENT FILE NO. 11-097709 [456,1222,595,1236]
notice-title: FICTITIOUS BUSINESS NAME STATEMENT FILE NO. 11-098086 [456,332,595,346]
notice-pub-dates: Dates Pub: 24, Oct 01, 08, 15, 2011 [156,284,239,290]
legal-notice [6,211,148,351]
notice-title: FICTITIOUS BUSINESS NAME STATEMENT FILE NO. 11-094999 [606,605,745,618]
notice-body: The following person(s) is (are) doing business as: AMARIS HOSPITAL, 17100 PIONEER BLVD. STE 110, ARTESIA, CA 90701. Full name of registrant(s) is (are) ALL AMERICAN HOSPICE, LLC, 17100 PIONEER BLVD. STE 110, ARTESIA, CA 90701. This Business is conducted by: A LIMITED LIABILITY COMPANY. Signed: ERMA LEGHE. This statement was filed with the County Clerk of Los Angeles County on 09/22/11. The registrant(s) has (have) commenced to transact business under the fictitious business name or names listed above on N/A. NOTICE- This Fictitious Name Statement expires five years from the date it was filed in the office of the County Clerk. A new Fictitious Business Name Statement must be filed prior to that date. The filing of this statement does not of itself authorize the use in this state of a Fictitious Business Name in violation of the rights of another under Federal, State, or common law (See section 14411 et.seq. Business and Professions Code)Publish: Mountain Views News [6,226,148,345]
legal-notice [306,1443,448,1531]
notice-pub-dates: Dates Pub: Sept 10, 17, 24, Oct 01, 2011 [756,277,851,284]
notice-pub-dates: Dates Pub: Sept 10, 17, 24, Oct 01, 2011 [756,576,851,583]
legal-notice [306,988,448,1128]
notice-body: The following person(s) is (are) doing business as: CLEAN REVIVING, 11443 BRECKENRIDGE DR., WHITTIER, CA 90604. Full name of registrant(s) is (are) CHANN HUANG, 11443 BRECKENRIDGE DR., WHITTIER, CA 90604. This Business is conducted by: CO-PARTNERS. Signed: CHANN HUANG. This statement was filed with the County Clerk of Los Angeles County on 09/06/11. The registrant(s) has (have) commenced to transact business under the fictitious business name or names listed above on N/A. NOTICE- This Fictitious Name Statement expires five years from the date it was filed in the office of the County Clerk. A new Fictitious Business Name Statement must be filed prior to that date. The filing of this statement does not of itself authorize the use in this state of a Fictitious Business Name in violation of the rights of another under Federal, State, or common law (See section 14411 et.seq. Business and Professions Code)Publish: Mountain Views News [606,470,748,589]
section-title: LEGALS [433,0,623,47]
notice-title: FICTITIOUS BUSINESS NAME STATEMENT FILE NO. 11-103272 [156,156,295,170]
notice-pub-dates: Dates Pub: Sept 17, 24, Oct 01, 08, 2011 [306,530,401,537]
notice-pub-dates: Dates Pub: Sept 17, 24, Oct 01, 08, 2011 [456,765,551,772]
column-4 [456,62,598,1930]
notice-title: FICTITIOUS BUSINESS NAME STATEMENT FILE NO. 11-094885 [606,1060,745,1073]
legal-notice [456,781,598,915]
notice-body: The following person(s) is (are) doing business as: ONE TIME TREE SERVICE, 490 E. LEMON ST., L.A., CA 90012. Full name of registrant(s) is (are) JOSE CHAVEZ, 490 E. LEMON ST., L.A., CA 90012. This Business is conducted by: AN INDIVIDUAL. Signed: JOSE CHAVEZ. This statement was filed with the County Clerk of Los Angeles County on 09/21/11. The registrant(s) has (have) commenced to transact business under the fictitious business name or names listed above on N/A. NOTICE- This Fictitious Name Statement expires five years from the date it was filed in the office of the County Clerk. A new Fictitious Business Name Statement must be filed prior to that date. The filing of this statement does not of itself authorize the use in this state of a Fictitious Business Name in violation of the rights of another under Federal, State, or common law (See section 14411 et.seq. Business and Professions Code)Publish: Mountain Views News [156,613,298,726]
legal-notice [306,403,448,537]
legal-notice [756,741,898,881]
legal-notice [456,482,598,629]
notice-body: The following person(s) is (are) doing business as: PAVLESS AUTO BODY, 255 CLARK AVE., POMONA, CA 91767. Full name of registrant(s) is (are) ADRIAN ORTEGA, 4923 TORONTO AVE., POMONA, CA 92336. This Business is conducted by: AN INDIVIDUAL. Signed: ADRIAN ORTEGA. This statement was filed with the County Clerk of Los Angeles County on 09/12/11. The registrant(s) has (have) commenced to transact business under the fictitious business name or names listed above on 09/12/2011. NOTICE- This Fictitious Name Statement expires five years from the date it was filed in the office of the County Clerk. A new Fictitious Business Name Statement must be filed prior to that date. The filing of this statement does not of itself authorize the use in this state of a Fictitious Business Name in violation of the rights of another under Federal, State, or common law (See section 14411 et.seq. Business and Professions Code)Publish: Mountain Views News [456,347,598,466]
notice-body: The following person(s) is (are) doing business as: INTERGRAPHICS COMPANY, 101 CRABAPPLE DR., POMONA, CA 91767. Full name of registrant(s) is (are) MIKE CABRERA CORP., 101 CRABAPPLE DR., POMONA, CA 91767. This Business is conducted by: A CORPORATION. Signed: MIKE CABRERA. This statement was filed with the County Clerk of Los Angeles County on 09/09/11. The registrant(s) has (have) commenced to transact business under the fictitious business name or names listed above on 06/20/2009. NOTICE- This Fictitious Name Statement expires five years from the date it was filed in the office of the County Clerk. A new Fictitious Business Name Statement must be filed prior to that date. The filing of this statement does not of itself authorize the use in this state of a Fictitious Business Name in violation of the rights of another under Federal, State, or common law (See section 14411 et.seq. Business and Professions Code)Publish: Mountain Views News [306,1308,448,1427]
legal-notice-columns [6,62,1050,1930]
notice-title: FICTITIOUS BUSINESS NAME STATEMENT FILE NO. 11-104284 [6,510,145,523]
legal-notice [756,293,898,433]
notice-title: FICTITIOUS BUSINESS NAME STATEMENT FILE NO. 11-097764 [306,838,445,851]
notice-body: The following person(s) is (are) doing business as: OHR FIDDLE, 6902 GLENGARRY AVE., WHITTIER, CA 90606. Full name of registrant(s) is (are) OSCAR VALLE, 6902 GLENGARRY AVE., WHITTIER, CA 90606. This Business is conducted by: AN INDIVIDUAL. Signed: OSCAR VALLE. This statement was filed with the County Clerk of Los Angeles County on 09/13/11. The registrant(s) has (have) commenced to transact business under the fictitious business name or names listed above on N/A. NOTICE- This Fictitious Name Statement expires five years from the date it was filed in the office of the County Clerk. A new Fictitious Business Name Statement must be filed prior to that date. The filing of this statement does not of itself authorize the use in this state of a Fictitious Business Name in violation of the rights of another under Federal, State, or common law (See section 14411 et.seq. Business and Professions Code)Publish: Mountain Views News [456,204,598,317]
notice-body: The following person(s) is (are) doing business as: EMILY'S TOY ZONE, 538 TONOPAH AVE., LA PUENTE, CA 91744. Full name of registrant(s) is (are) LETICIA RAYA, LORENZO RAYA, 538 TONOPAH AVE., LA PUENTE, CA 91744. This Business is conducted by: HUSBAND AND WIFE. Signed: LETICIA RAYA. This statement was filed with the County Clerk of Los Angeles County on 09/12/11. The registrant(s) has (have) commenced to transact business under the fictitious business name or names listed above on N/A. NOTICE- This Fictitious Name Statement expires five years from the date it was filed in the office of the County Clerk. A new Fictitious Business Name Statement must be filed prior to that date. The filing of this statement does not of itself authorize the use in this state of a Fictitious Business Name in violation of the rights of another under Federal, State, or common law (See section 14411 et.seq. Business and Professions Code)Publish: Mountain Views News [306,853,448,972]
column-1 [6,62,148,1930]
legal-notice [156,62,298,148]
notice-pub-dates: Dates Pub: Sept 10, 17, 24, Oct 01, 2011 [606,1499,701,1506]
notice-pub-dates: Dates Pub: Sept 10, 17, 24, Oct 01, 2011 [606,589,701,596]
notice-body: JONES. This statement was filed with the County Clerk of Los Angeles County on 09/02/11. The registrant(s) has (have) commenced to transact business under the fictitious business name or names listed above on 01/01/1996. NOTICE- This Fictitious Name Statement expires five years from the date it was filed in the office of the County Clerk. A new Fictitious Business Name Statement must be filed prior to that date. The filing of this statement does not of itself authorize the use in this state of a Fictitious Business Name in violation of the rights of another under Federal, State, or common law (See section 14411 et.seq. Business and Professions Code)Publish: Mountain Views News [606,62,748,141]
notice-pub-dates: Dates Pub: 24, Oct 01, 08, 15, 2011 [6,1385,89,1392]
notice-title: FICTITIOUS BUSINESS NAME STATEMENT FILE NO. 11-093518 [756,591,895,605]
notice-body: The following person(s) is (are) doing business as: CASA ELENA, 6475 E. PACIFIC COAST HWY #257, LONG BEACH, CA 90803. Full name of registrant(s) is (are) WANDA E. SAMPEL, 6475 E. PACIFIC COAST HWY #257, LONG BEACH, CA 90803. This Business is conducted by: AN INDIVIDUAL. Signed: WANDA E. SAMPEL. This statement was filed with the County Clerk of Los Angeles County on 09/06/11. The registrant(s) has (have) commenced to transact business under the fictitious business name or names listed above on N/A. NOTICE- This Fictitious Name Statement expires five years from the date it was filed in the office of the County Clerk. A new Fictitious Business Name Statement must be filed prior to that date. The filing of this statement does not of itself authorize the use in this state of a Fictitious Business Name in violation of the rights of another under Federal, State, or common law (See section 14411 et.seq. Business and Professions Code)Publish: Mountain Views News [606,321,748,440]
notice-pub-dates: Dates Pub: Sept 17, 24, Oct 01, 08, 2011 [306,387,401,394]
notice-title: FICTITIOUS BUSINESS NAME STATEMENT FILE NO. 11-095389 [456,1521,595,1535]
notice-title: FICTITIOUS BUSINESS NAME STATEMENT FILE NO. 11-097848 [456,1372,595,1385]
notice-title: FICTITIOUS BUSINESS NAME STATEMENT FILE NO. 11-103434 [6,1108,145,1121]
column-5 [606,62,748,1930]
notice-title: FICTITIOUS BUSINESS NAME STATEMENT FILE NO. 11-103546 [156,1189,295,1203]
legal-notice [156,300,298,440]
notice-body: The following person(s) is (are) doing business as: D. FLORES ENTERPRISE, 1280 W. 24TH ST. #8, SAN PEDRO, CA 90731. Full name of registrant(s) is (are) DARIO FLORES JR., 1280 W. 24TH ST. #8, SAN PEDRO, CA 90731. This Business is conducted by: AN INDIVIDUAL. Signed: DARIO FLORES. This statement was filed with the County Clerk of Los Angeles County on 09/13/11. The registrant(s) has (have) commenced to transact business under the fictitious business name or names listed above on N/A. NOTICE- This Fictitious Name Statement expires five years from the date it was filed in the office of the County Clerk. A new Fictitious Business Name Statement must be filed prior to that date. The filing of this statement does not of itself authorize the use in this state of a Fictitious Business Name in violation of the rights of another under Federal, State, or common law (See section 14411 et.seq. Business and Professions Code)Publish: Mountain Views News [306,703,448,822]
notice-title: FICTITIOUS BUSINESS NAME STATEMENT FILE NO. 11-103299 [6,1550,145,1563]
notice-pub-dates: Dates Pub: 24, Oct 01, 08, 15, 2011 [6,943,89,950]
notice-title: FICTITIOUS BUSINESS NAME STATEMENT FILE NO. 11-101609 [6,809,145,822]
legal-notice [6,510,148,650]
notice-title: FICTITIOUS BUSINESS NAME STATEMENT FILE NO. 11-094349 [606,754,745,768]
notice-title: FICTITIOUS BUSINESS NAME STATEMENT FILE NO. 11-100663 [156,299,295,313]
notice-body: The following person(s) is (are) doing business as: ELITE FREIGHT SOLUTIONS, ELITE MULTI SERVICES, 2186 COWLIN AVE., COMMERCE, CA 90040. Full name of registrant(s) is (are) ELITE MULTI SERVICES, INC., 2186 COWLIN AVE., COMMERCE, CA 90040. This Business is conducted by: A CORPORATION. Signed: ELISE RUBIO. This statement was filed with the County Clerk of Los Angeles County on 09/06/11. The registrant(s) has (have) commenced to transact business under the fictitious business name or names listed above on N/A. NOTICE- This Fictitious Name Statement expires five years from the date it was filed in the office of the County Clerk. A new Fictitious Business Name Statement must be filed prior to that date. The filing of this statement does not of itself authorize the use in this state of a Fictitious Business Name in violation of the rights of another under Federal, State, or common law (See section 14411 et.seq. Business and Professions Code)Publish: Mountain Views News [606,620,748,739]
notice-body: The following person(s) is (are) doing business as: RAGS PLUS, 10075 SAN FERNANDO RD., PACOIMA, CA 91331. Full name of registrant(s) is (are) DAVID LUNA, 10075 SAN FERNANDO RD., PACOIMA, CA 91331. This Business is conducted by: AN INDIVIDUAL. Signed: DAVID LUNA. This statement was filed with the County Clerk of Los Angeles County on 09/20/11. The registrant(s) has (have) commenced to transact business under the fictitious business name or names listed above on N/A. NOTICE- This Fictitious Name Statement expires five years from the date it was filed in the office of the County Clerk. A new Fictitious Business Name Statement must be filed prior to that date. The filing of this statement does not of itself authorize the use in this state of a Fictitious Business Name in violation of the rights of another under Federal, State, or common law (See section 14411 et.seq. Business and Professions Code)Publish: Mountain Views News [156,756,298,869]
notice-pub-dates: Dates Pub: 24, Oct 01, 08, 15, 2011 [156,1174,239,1181]
notice-title: FICTITIOUS BUSINESS NAME STATEMENT FILE NO. 11-095584 [606,156,745,170]
